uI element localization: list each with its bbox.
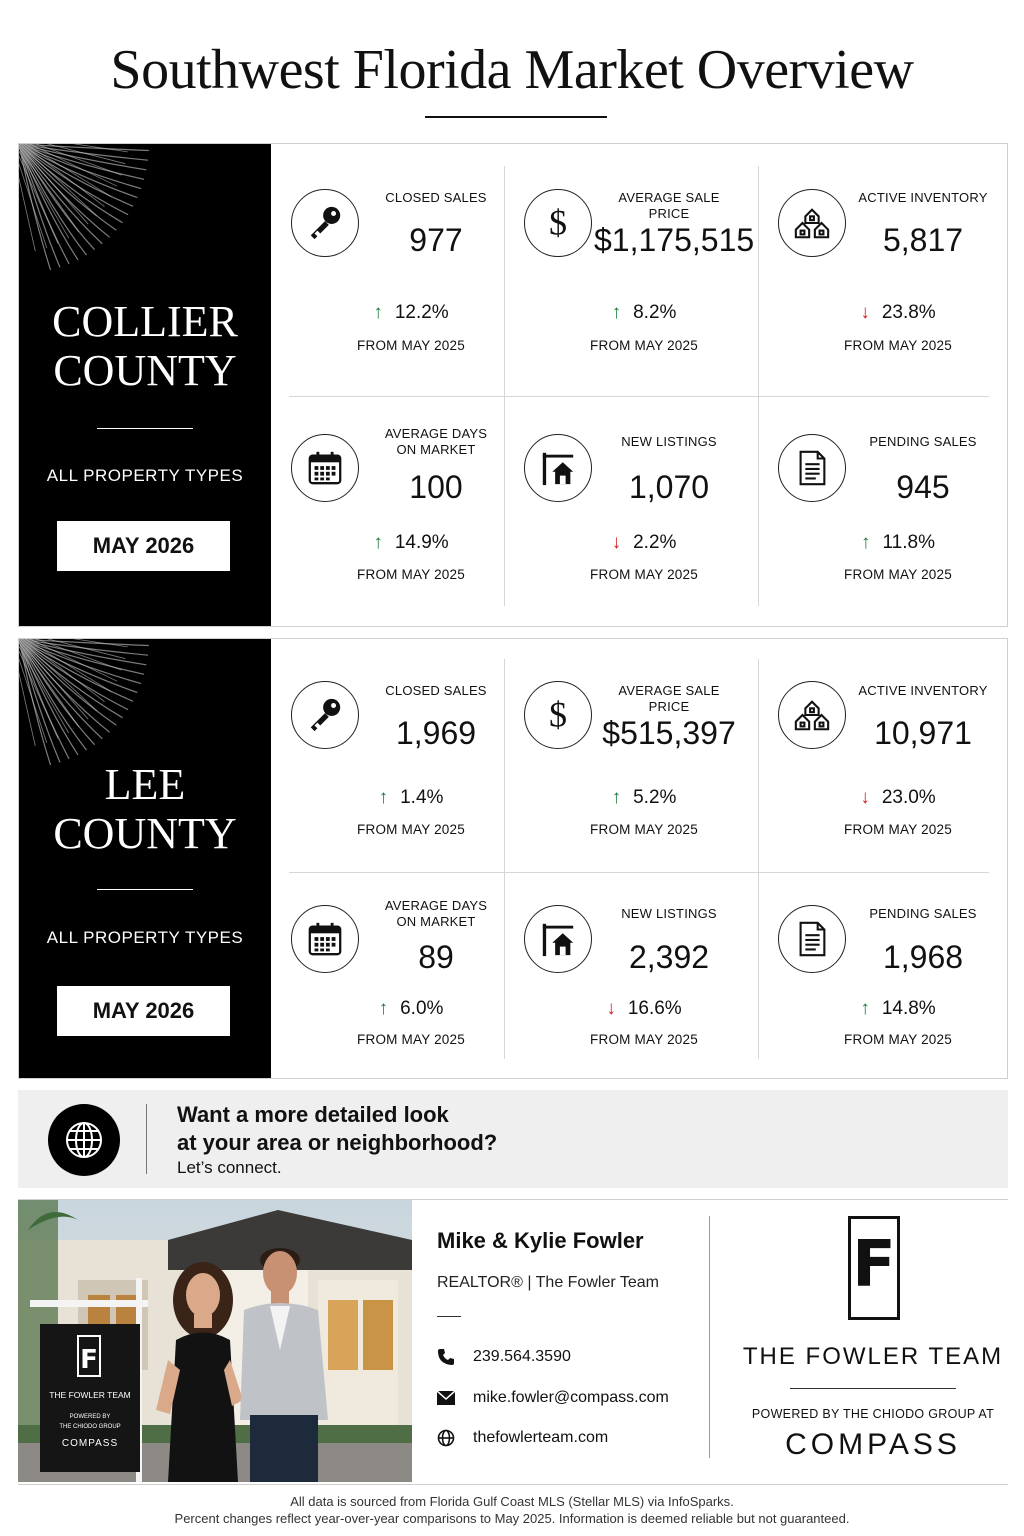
metric-comparison-period: FROM MAY 2025	[844, 1032, 952, 1047]
agents-photo	[18, 1200, 412, 1482]
metric-label: PENDING SALES	[869, 434, 977, 449]
grid-divider	[758, 659, 759, 1059]
sign-team-name: THE FOWLER TEAM	[49, 1390, 131, 1400]
metric-change-percent: 14.8%	[881, 998, 936, 1019]
team-logo-letter: F	[852, 1228, 896, 1302]
metric-label-line1: AVERAGE DAYS	[384, 426, 488, 441]
brokerage-logo: COMPASS	[785, 1428, 961, 1461]
metric-change	[798, 532, 998, 554]
metric-value: 2,392	[628, 939, 710, 975]
sign-logo-letter: F	[80, 1345, 98, 1375]
metric-change-percent: 1.4%	[400, 787, 444, 808]
house-sign-icon	[524, 905, 592, 973]
dollar-icon	[524, 189, 592, 257]
metric-label-line2: ON MARKET	[396, 914, 476, 929]
globe-icon	[48, 1104, 120, 1176]
metric-label: NEW LISTINGS	[621, 434, 717, 449]
county-name-line1: COLLIER	[52, 297, 238, 346]
svg-text:$: $	[548, 204, 568, 242]
sign-brokerage: COMPASS	[61, 1438, 119, 1449]
metric-change	[544, 998, 744, 1020]
metric-label: PENDING SALES	[869, 906, 977, 921]
metric-change-percent: 16.6%	[627, 998, 682, 1019]
web-globe-icon	[435, 1427, 457, 1449]
metric-value: 945	[896, 469, 950, 505]
metric-value: $515,397	[602, 715, 736, 751]
metric-change	[798, 787, 998, 809]
county-section	[18, 638, 1008, 1079]
footer-bottom-rule	[18, 1484, 1008, 1485]
arrow-up-icon: ↑	[373, 532, 383, 553]
arrow-down-icon: ↓	[606, 998, 616, 1019]
agent-divider	[437, 1316, 461, 1317]
document-icon	[778, 905, 846, 973]
metric-value: 1,969	[395, 715, 477, 751]
county-sidebar	[19, 144, 271, 626]
grid-divider	[289, 872, 989, 873]
calendar-icon	[291, 905, 359, 973]
county-name-line2: COUNTY	[53, 346, 237, 395]
metric-comparison-period: FROM MAY 2025	[357, 567, 465, 582]
metric-comparison-period: FROM MAY 2025	[357, 822, 465, 837]
county-section	[18, 143, 1008, 627]
arrow-down-icon: ↓	[860, 787, 870, 808]
metric-label-line1: AVERAGE DAYS	[384, 898, 488, 913]
grid-divider	[758, 166, 759, 606]
cta-banner[interactable]	[18, 1090, 1008, 1188]
metric-value: 10,971	[874, 715, 972, 751]
palm-leaf-decoration	[19, 144, 159, 284]
cta-subtext: Let’s connect.	[177, 1158, 282, 1177]
document-icon	[778, 434, 846, 502]
arrow-up-icon: ↑	[861, 532, 871, 553]
metric-change-percent: 6.0%	[400, 998, 444, 1019]
cta-headline-line1: Want a more detailed look	[177, 1102, 449, 1127]
metric-change-percent: 23.0%	[881, 787, 936, 808]
page-title: Southwest Florida Market Overview	[110, 39, 914, 101]
metric-change-percent: 11.8%	[882, 532, 935, 553]
property-types-label: ALL PROPERTY TYPES	[46, 928, 244, 947]
palm-leaf-decoration	[19, 639, 159, 779]
metric-value: 1,070	[628, 469, 710, 505]
report-month-badge: MAY 2026	[57, 986, 230, 1036]
metric-change-percent: 14.9%	[394, 532, 449, 553]
metric-label: ACTIVE INVENTORY	[858, 190, 988, 205]
arrow-up-icon: ↑	[860, 998, 870, 1019]
team-logo	[848, 1216, 900, 1320]
property-types-label: ALL PROPERTY TYPES	[46, 466, 244, 485]
grid-divider	[289, 396, 989, 397]
metric-label: CLOSED SALES	[385, 683, 487, 698]
metric-change	[798, 302, 998, 324]
sign-powered-line1: POWERED BY	[69, 1414, 111, 1420]
agent-name: Mike & Kylie Fowler	[437, 1228, 644, 1253]
powered-by: POWERED BY THE CHIODO GROUP AT	[751, 1407, 995, 1421]
metric-value: 1,968	[882, 939, 964, 975]
arrow-up-icon: ↑	[611, 302, 622, 323]
metric-change-percent: 12.2%	[394, 302, 449, 323]
key-icon	[291, 681, 359, 749]
metric-change	[311, 302, 511, 324]
calendar-icon	[291, 434, 359, 502]
metric-comparison-period: FROM MAY 2025	[844, 338, 952, 353]
metric-value: 5,817	[882, 222, 964, 258]
agent-title: REALTOR® | The Fowler Team	[437, 1274, 659, 1291]
contact-website[interactable]	[435, 1427, 608, 1449]
team-rule	[790, 1388, 956, 1389]
sign-powered-line2: THE CHIODO GROUP	[59, 1424, 121, 1430]
metric-value: 100	[409, 469, 463, 505]
county-name-line2: COUNTY	[53, 809, 237, 858]
county-rule	[97, 428, 193, 429]
metric-label	[366, 898, 506, 930]
metric-label	[366, 426, 506, 458]
metric-label: AVERAGE SALE PRICE	[618, 683, 720, 714]
metric-comparison-period: FROM MAY 2025	[844, 822, 952, 837]
county-name	[19, 760, 271, 858]
email-address[interactable]: mike.fowler@compass.com	[473, 1389, 669, 1406]
county-sidebar	[19, 639, 271, 1078]
houses-icon	[778, 681, 846, 749]
metric-change-percent: 23.8%	[881, 302, 936, 323]
metric-change	[544, 532, 744, 554]
metric-change	[311, 787, 511, 809]
mail-icon	[435, 1387, 457, 1409]
metric-change-percent: 5.2%	[633, 787, 677, 808]
metric-label-line2: ON MARKET	[396, 442, 476, 457]
svg-text:$: $	[548, 696, 568, 734]
metric-change	[544, 787, 744, 809]
contact-phone[interactable]	[435, 1346, 571, 1368]
metric-label: ACTIVE INVENTORY	[858, 683, 988, 698]
metric-change	[311, 998, 511, 1020]
metric-value: 89	[418, 939, 454, 975]
county-name	[19, 297, 271, 395]
phone-icon	[435, 1346, 457, 1368]
report-month-badge: MAY 2026	[57, 521, 230, 571]
metric-value: 977	[409, 222, 463, 258]
metric-comparison-period: FROM MAY 2025	[590, 822, 698, 837]
metrics-grid	[271, 144, 1007, 626]
metric-label: NEW LISTINGS	[621, 906, 717, 921]
metric-comparison-period: FROM MAY 2025	[590, 1032, 698, 1047]
house-sign-icon	[524, 434, 592, 502]
metric-comparison-period: FROM MAY 2025	[590, 338, 698, 353]
houses-icon	[778, 189, 846, 257]
metric-comparison-period: FROM MAY 2025	[844, 567, 952, 582]
title-rule	[425, 116, 607, 118]
disclaimer-line2: Percent changes reflect year-over-year comparisons to May 2025. Information is deemed reliable but not guaranteed.	[174, 1511, 850, 1526]
metrics-grid	[271, 639, 1007, 1078]
cta-divider	[146, 1104, 147, 1174]
metric-change	[798, 998, 998, 1020]
metric-comparison-period: FROM MAY 2025	[590, 567, 698, 582]
metric-change-percent: 8.2%	[633, 302, 677, 323]
metric-comparison-period: FROM MAY 2025	[357, 338, 465, 353]
metric-label: AVERAGE SALE PRICE	[618, 190, 720, 221]
county-rule	[97, 889, 193, 890]
metric-label: CLOSED SALES	[385, 190, 487, 205]
metric-comparison-period: FROM MAY 2025	[357, 1032, 465, 1047]
dollar-icon	[524, 681, 592, 749]
county-name-line1: LEE	[104, 760, 186, 809]
team-name: THE FOWLER TEAM	[742, 1343, 1004, 1370]
phone-number[interactable]: 239.564.3590	[473, 1348, 571, 1365]
key-icon	[291, 189, 359, 257]
contact-email[interactable]	[435, 1387, 669, 1409]
arrow-down-icon: ↓	[611, 532, 622, 553]
metric-value: $1,175,515	[594, 222, 755, 258]
arrow-up-icon: ↑	[378, 998, 389, 1019]
arrow-up-icon: ↑	[373, 302, 383, 323]
metric-change	[544, 302, 744, 324]
arrow-up-icon: ↑	[378, 787, 389, 808]
website-link[interactable]: thefowlerteam.com	[473, 1429, 609, 1446]
disclaimer-line1: All data is sourced from Florida Gulf Coast MLS (Stellar MLS) via InfoSparks.	[290, 1494, 734, 1509]
metric-change-percent: 2.2%	[633, 532, 677, 553]
cta-headline-line2: at your area or neighborhood?	[177, 1130, 498, 1155]
contact-divider	[709, 1216, 710, 1458]
arrow-down-icon: ↓	[860, 302, 870, 323]
metric-change	[311, 532, 511, 554]
arrow-up-icon: ↑	[611, 787, 622, 808]
